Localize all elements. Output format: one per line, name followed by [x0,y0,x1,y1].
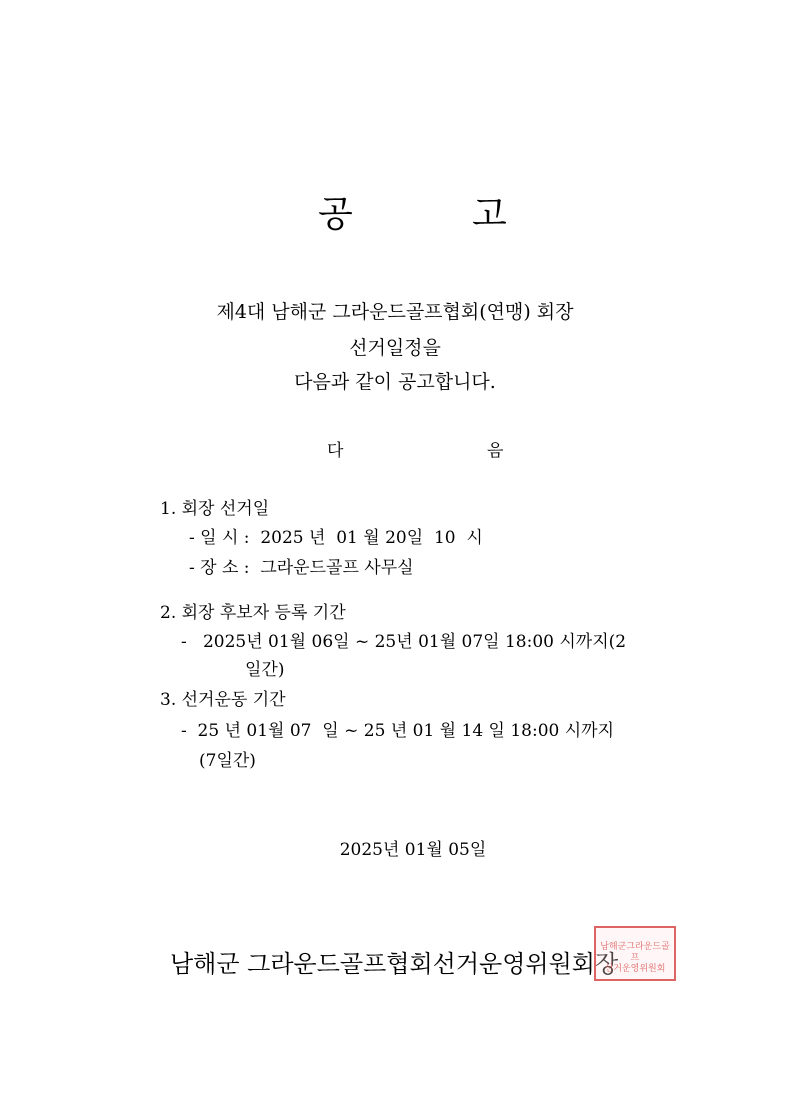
item-2-heading: 2. 회장 후보자 등록 기간 [160,603,346,623]
official-seal [594,926,676,981]
subheading-char-1: 다 [327,441,344,461]
seal-line-1: 남해군그라운드골프 [600,942,670,963]
intro-line-1: 제4대 남해군 그라운드골프협회(연맹) 회장 [216,301,574,323]
item-1-heading: 1. 회장 선거일 [160,499,270,519]
item-2-line-1: - 2025년 01월 06일 ~ 25년 01월 07일 18:00 시까지(2 [181,632,627,652]
item-1-line-2: - 장 소 : 그라운드골프 사무실 [189,558,414,578]
intro-line-3: 다음과 같이 공고합니다. [294,371,496,393]
intro-line-2: 선거일정을 [349,337,441,359]
seal-line-2: 선거운영위원회 [604,964,666,974]
title-char-1: 공 [318,194,353,235]
notice-date: 2025년 01월 05일 [339,840,487,860]
title-char-2: 고 [472,194,507,235]
item-3-heading: 3. 선거운동 기간 [160,690,286,710]
item-3-line-1: - 25 년 01월 07 일 ~ 25 년 01 월 14 일 18:00 시까지 [181,721,615,741]
item-1-line-1: - 일 시 : 2025 년 01 월 20일 10 시 [189,528,483,548]
item-2-line-2: 일간) [245,660,285,680]
signature-line: 남해군 그라운드골프협회선거운영위원회장 [170,950,619,978]
subheading-char-2: 음 [487,441,504,461]
item-3-line-2: (7일간) [199,751,256,771]
